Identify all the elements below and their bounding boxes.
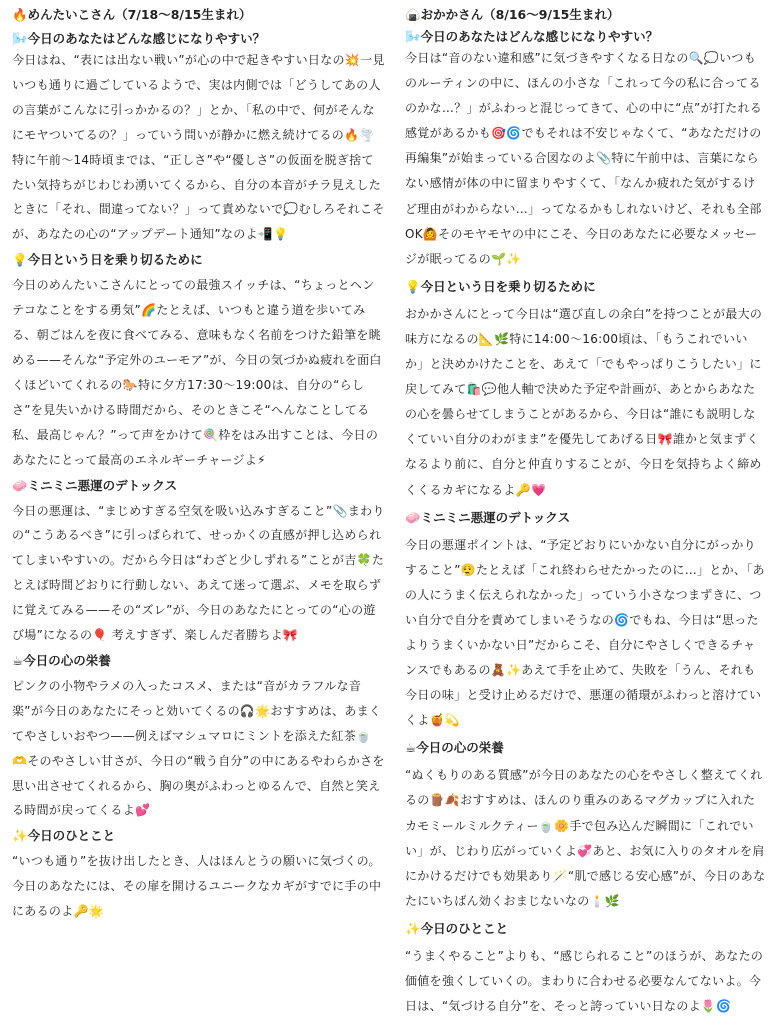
section-heading-mood: 🌬️今日のあなたはどんな感じになりやすい？ — [405, 29, 659, 44]
word-paragraph: “いつも通り”を抜け出したとき、人はほんとうの願いに気づくの。今日のあなたには、その扉を開けるユニークなカギがすでに手の中にあるのよ🔑🌟 — [12, 854, 382, 919]
section-heading-mood: 🌬️今日のあなたはどんな感じになりやすい？ — [12, 31, 266, 46]
survive-paragraph: 今日のめんたいこさんにとっての最強スイッチは、“ちょっとヘンテコなことをする勇気”🌈たとえば、いつもと違う道を歩いてみる、朝ごはんを夜に食べてみる、意味もなく名前をつけた鉛筆を眺める——そんな“予定外のユーモア”が、今日の気づかぬ疲れを面白くほどいてくれるの🐎特に夕方17:30〜19:00は、自分の“らしさ”を見失いかける時間だから、そのときこそ“へんなことしてる私、最高じゃん？”って声をかけて🍭枠をはみ出すことは、今日のあなたにとって最高のエネルギーチャージよ⚡ — [12, 278, 382, 467]
section-heading-detox: 🧼ミニミニ悪運のデトックス — [12, 477, 178, 493]
section-heading-nutrition: ☕今日の心の栄養 — [12, 652, 111, 668]
section-heading-detox: 🧼ミニミニ悪運のデトックス — [405, 509, 571, 525]
nutrition-paragraph: “ぬくもりのある質感”が今日のあなたの心をやさしく整えてくれるの🪵🍂おすすめは、ほんのり重みのあるマグカップに入れたカモミールミルクティー🍵🌼手で包み込んだ瞬間に「これでいい」が、じわり広がっていくよ💞あと、お気に入りのタオルを肩にかけるだけでも効果あり🪄“肌で感じる安心感”が、今日のあなたにいちばん効くおまじないなの🕯️🌿 — [405, 768, 766, 908]
right-column-okaka — [405, 4, 766, 1019]
section-heading-nutrition: ☕今日の心の栄養 — [405, 740, 504, 756]
detox-paragraph: 今日の悪運は、“まじめすぎる空気を吸い込みすぎること”📎まわりの“こうあるべき”に引っぱられて、せっかくの直感が押し込められてしまいやすいの。だから今日は“わざと少しずれる”ことが吉🍀たとえば時間どおりに行動しない、あえて迷って選ぶ、メモを取らずに覚えてみる——その“ズレ”が、今日のあなたにとっての“心の遊び場”になるの🎈 考えすぎず、楽しんだ者勝ちよ🎀 — [12, 503, 385, 643]
left-column-mentaiko — [12, 4, 385, 924]
mood-paragraph: 今日は“音のない違和感”に気づきやすくなる日なの🔍💭いつものルーティンの中に、ほんの小さな「これって今の私に合ってるのかな…？」がふわっと混じってきて、心の中に“点”が打たれる感覚があるかも🎯🌀でもそれは不安じゃなくて、“あなただけの再編集”が始まっている合図なのよ📎特に午前中は、言葉にならない感情が体の中に留まりやすくて、「なんか疲れた気がするけど理由がわからない…」ってなるかもしれないけど、それも全部OK🙆そのモヤモヤの中にこそ、今日のあなたに必要なメッセージが眠ってるの🌱✨ — [405, 51, 763, 266]
section-heading-survive: 💡今日という日を乗り切るために — [12, 252, 203, 268]
survive-paragraph: おかかさんにとって今日は“選び直しの余白”を持つことが最大の味方になるの📐🌿特に14:00〜16:00頃は、「もうこれでいいか」と決めかけたことを、あえて「でもやっぱりこうしたい」に戻してみて🛍️💬他人軸で決めた予定や計画が、あとからあなたの心を曇らせてしまうことがあるから、今日は“誰にも説明しなくていい自分のわがまま”を優先してあげる日🎀誰かと気まずくなるより前に、自分と仲直りすることが、今日を気持ちよく締めくくるカギになるよ🔑💗 — [405, 306, 763, 497]
sign-title: 🔥めんたいこさん（7/18〜8/15生まれ） — [12, 7, 252, 22]
detox-paragraph: 今日の悪運ポイントは、“予定どおりにいかない自分にがっかりすること”😮‍💨たとえば「これ終わらせたかったのに…」とか、「あの人にうまく伝えられなかった」っていう小さなつまずきに、つい自分で自分を責めてしまいそうなの🌀でもね、今日は“思ったよりうまくいかない日”だからこそ、自分にやさしくできるチャンスでもあるの🧸✨あえて手を止めて、失敗を「うん、それも今日の味」と受け止めるだけで、悪運の循環がふわっと溶けていくよ🍯💫 — [405, 537, 765, 728]
section-heading-word: ✨今日のひとこと — [12, 828, 116, 844]
section-heading-word: ✨今日のひとこと — [405, 920, 509, 936]
section-heading-survive: 💡今日という日を乗り切るために — [405, 278, 596, 294]
sign-title: 🍙おかかさん（8/16〜9/15生まれ） — [405, 7, 620, 22]
mood-paragraph: 今日はね、“表には出ない戦い”が心の中で起きやすい日なの💥一見いつも通りに過ごしているようで、実は内側では「どうしてあの人の言葉がこんなに引っかかるの？」とか、「私の中で、何がそんなにモヤついてるの？」っていう問いが静かに燃え続けてるの🔥🌪️特に午前〜14時頃までは、“正しさ”や“優しさ”の仮面を脱ぎ捨てたい気持ちがじわじわ湧いてくるから、自分の本音がチラ見えしたときに「それ、間違ってない？」って責めないで💭むしろそれこそが、あなたの心の“アップデート通知”なのよ📲💡 — [12, 53, 385, 242]
nutrition-paragraph: ピンクの小物やラメの入ったコスメ、または“音がカラフルな音楽”が今日のあなたにそっと効いてくるの🎧🌟おすすめは、あまくてやさしいおやつ——例えばマシュマロにミントを添えた紅茶🍵🫶そのやさしい甘さが、今日の“戦う自分”の中にあるやわらかさを思い出させてくれるから、胸の奥がふわっとゆるんで、自然と笑える時間が戻ってくるよ💕 — [12, 678, 385, 818]
word-paragraph: “うまくやること”よりも、“感じられること”のほうが、あなたの価値を強くしていくの。まわりに合わせる必要なんてないよ。今日は、“気づける自分”を、そっと誇っていい日なのよ🌷🌀 — [405, 948, 764, 1014]
